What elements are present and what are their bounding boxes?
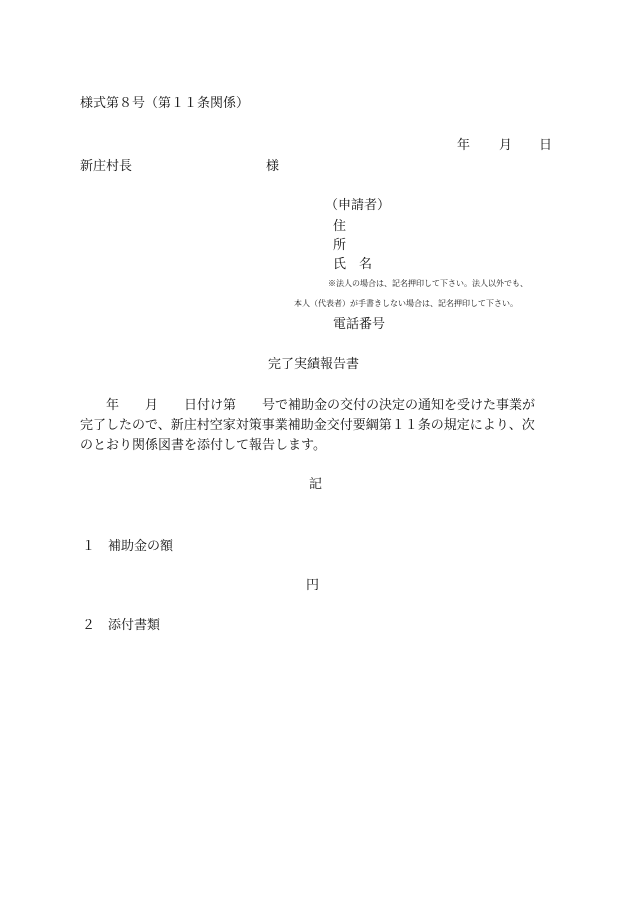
applicant-address-label-1: 住 bbox=[333, 219, 347, 234]
applicant-note-2: 本人（代表者）が手書きしない場合は、記名押印して下さい。 bbox=[294, 299, 518, 308]
applicant-phone-label: 電話番号 bbox=[333, 317, 386, 332]
addressee-name: 新庄村長 bbox=[80, 159, 133, 174]
yen-unit: 円 bbox=[306, 578, 320, 593]
applicant-address-label-2: 所 bbox=[333, 238, 347, 253]
body-line-1: 年 月 日付け第 号で補助金の交付の決定の通知を受けた事業が bbox=[80, 398, 536, 413]
body-paragraph bbox=[80, 396, 552, 456]
date-year-label: 年 bbox=[457, 138, 471, 153]
addressee-honorific: 様 bbox=[266, 159, 280, 174]
form-number: 様式第８号（第１１条関係） bbox=[80, 96, 250, 111]
item-1-subsidy-amount: １ 補助金の額 bbox=[82, 539, 174, 554]
applicant-name-label: 氏 名 bbox=[333, 257, 373, 272]
date-month-label: 月 bbox=[499, 138, 513, 153]
document-title: 完了実績報告書 bbox=[268, 357, 360, 372]
body-line-3: のとおり関係図書を添付して報告します。 bbox=[80, 438, 326, 453]
date-day-label: 日 bbox=[539, 138, 553, 153]
body-line-2: 完了したので、新庄村空家対策事業補助金交付要綱第１１条の規定により、次 bbox=[80, 418, 535, 433]
item-2-attachments: ２ 添付書類 bbox=[82, 618, 161, 633]
ki-heading: 記 bbox=[309, 477, 323, 492]
applicant-note-1: ※法人の場合は、記名押印して下さい。法人以外でも、 bbox=[328, 279, 528, 288]
applicant-heading: （申請者） bbox=[325, 198, 391, 213]
